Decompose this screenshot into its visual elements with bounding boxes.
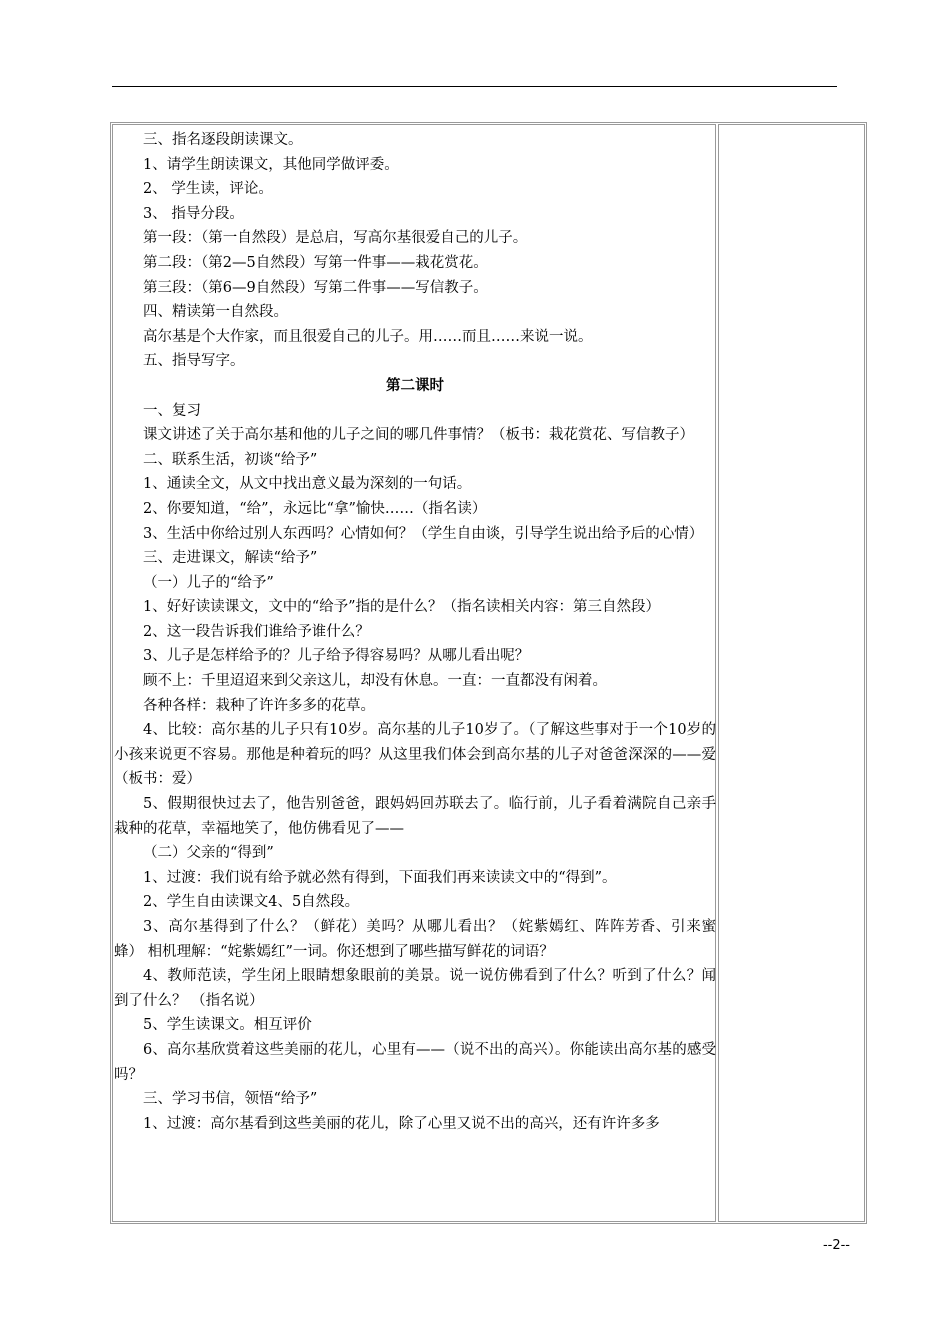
page-number: --2--	[822, 1238, 850, 1253]
paragraph: 6、高尔基欣赏着这些美丽的花儿，心里有——（说不出的高兴）。你能读出高尔基的感受 吗？	[114, 1041, 716, 1083]
paragraph: 3、生活中你给过别人东西吗？心情如何？（学生自由谈，引导学生说出给予后的心情）	[143, 525, 704, 542]
paragraph: 第一段：（第一自然段）是总启，写高尔基很爱自己的儿子。	[143, 230, 528, 247]
paragraph: （一）儿子的“给予”	[143, 574, 274, 591]
paragraph: 1、过渡：高尔基看到这些美丽的花儿，除了心里又说不出的高兴，还有许许多多	[143, 1115, 660, 1132]
section-heading: 第二课时	[386, 376, 444, 394]
paragraph: 四、精读第一自然段。	[143, 304, 288, 321]
paragraph: 3、儿子是怎样给予的？儿子给予得容易吗？从哪儿看出呢？	[143, 648, 530, 665]
paragraph: 高尔基是个大作家，而且很爱自己的儿子。用……而且……来说一说。	[143, 328, 593, 345]
paragraph: 5、假期很快过去了，他告别爸爸，跟妈妈回苏联去了。临行前，儿子看着满院自己亲手栽种的花草，幸福地笑了，他仿佛看见了——	[114, 796, 716, 837]
paragraph: 第二段：（第2—5自然段）写第一件事——栽花赏花。	[143, 254, 488, 271]
paragraph: 五、指导写字。	[143, 353, 245, 370]
paragraph: 三、走进课文，解读“给予”	[143, 550, 318, 567]
paragraph: 1、通读全文，从文中找出意义最为深刻的一句话。	[143, 476, 472, 493]
paragraph: 1、过渡：我们说有给予就必然有得到，下面我们再来读读文中的“得到”。	[143, 869, 617, 886]
paragraph: 3、 指导分段。	[143, 205, 244, 222]
notes-cell	[718, 124, 865, 1222]
paragraph: 4、教师范读，学生闭上眼睛想象眼前的美景。说一说仿佛看到了什么？听到了什么？闻到了什么？ （指名说）	[114, 968, 716, 1009]
paragraph: 一、复习	[143, 402, 201, 419]
paragraph: 1、好好读读课文，文中的“给予”指的是什么？（指名读相关内容：第三自然段）	[143, 599, 661, 616]
header-rule	[112, 86, 837, 87]
paragraph: 课文讲述了关于高尔基和他的儿子之间的哪几件事情？（板书：栽花赏花、写信教子）	[143, 427, 694, 444]
paragraph: 4、比较：高尔基的儿子只有10岁。高尔基的儿子10岁了。（了解这些事对于一个10岁的小孩来说更不容易。那他是种着玩的吗？从这里我们体会到高尔基的儿子对爸爸深深的——爱（板书：爱）	[114, 722, 716, 788]
paragraph: 顾不上：千里迢迢来到父亲这儿，却没有休息。一直：一直都没有闲着。	[143, 673, 607, 690]
paragraph: 二、联系生活，初谈“给予”	[143, 451, 318, 468]
paragraph: 第三段：（第6—9自然段）写第二件事——写信教子。	[143, 279, 488, 296]
paragraph: 5、学生读课文。相互评价	[143, 1017, 312, 1034]
paragraph: 2、这一段告诉我们谁给予谁什么？	[143, 623, 370, 640]
paragraph: 3、高尔基得到了什么？（鲜花）美吗？从哪儿看出？（姹紫嫣红、阵阵芳香、引来蜜蜂） 相机理解：“姹紫嫣红”一词。你还想到了哪些描写鲜花的词语？	[114, 919, 716, 960]
paragraph: 1、请学生朗读课文，其他同学做评委。	[143, 156, 399, 173]
paragraph: 三、指名逐段朗读课文。	[143, 132, 303, 148]
paragraph: 2、你要知道，“给”，永远比“拿”愉快……（指名读）	[143, 500, 487, 517]
paragraph: 各种各样：栽种了许许多多的花草。	[143, 697, 375, 714]
lesson-content	[114, 128, 716, 1136]
paragraph: 2、 学生读，评论。	[143, 181, 273, 198]
paragraph: 三、学习书信，领悟“给予”	[143, 1091, 318, 1108]
paragraph: 2、学生自由读课文4、5自然段。	[143, 894, 360, 911]
paragraph: （二）父亲的“得到”	[143, 845, 274, 862]
